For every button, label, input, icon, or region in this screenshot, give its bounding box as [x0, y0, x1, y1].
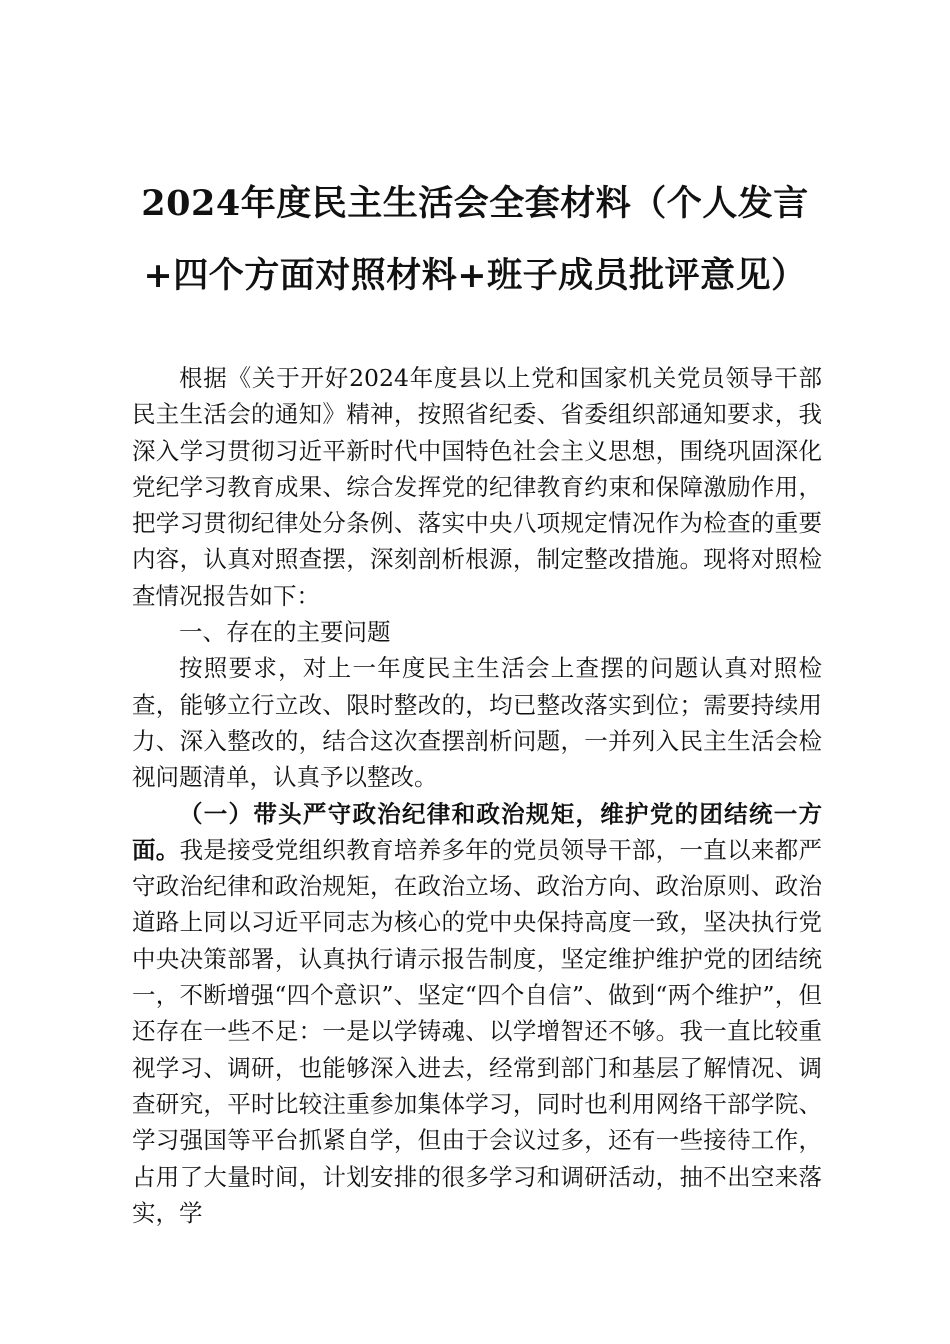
review-paragraph: 按照要求，对上一年度民主生活会上查摆的问题认真对照检查，能够立行立改、限时整改的，均已整改落实到位；需要持续用力、深入整改的，结合这次查摆剖析问题，一并列入民主生活会检视问题清单，认真予以整改。 [132, 654, 822, 792]
issue-paragraph [132, 796, 822, 1232]
intro-paragraph: 根据《关于开好2024年度县以上党和国家机关党员领导干部民主生活会的通知》精神，按照省纪委、省委组织部通知要求，我深入学习贯彻习近平新时代中国特色社会主义思想，围绕巩固深化党纪学习教育成果、综合发挥党的纪律教育约束和保障激励作用，把学习贯彻纪律处分条例、落实中央八项规定情况作为检查的重要内容，认真对照查摆，深刻剖析根源，制定整改措施。现将对照检查情况报告如下： [132, 364, 822, 610]
document-title: 2024年度民主生活会全套材料（个人发言+四个方面对照材料+班子成员批评意见） [141, 183, 809, 296]
sub-heading: （一）带头严守政治纪律和政治规矩，维护党的团结统一方面。 [132, 799, 822, 864]
section-heading: 一、存在的主要问题 [179, 618, 391, 647]
issue-text: 我是接受党组织教育培养多年的党员领导干部，一直以来都严守政治纪律和政治规矩，在政治立场、政治方向、政治原则、政治道路上同以习近平同志为核心的党中央保持高度一致，坚决执行党中央决策部署，认真执行请示报告制度，坚定维护维护党的团结统一，不断增强“四个意识”、坚定“四个自信”、做到“两个维护”，但还存在一些不足：一是以学铸魂、以学增智还不够。我一直比较重视学习、调研，也能够深入进去，经常到部门和基层了解情况、调查研究，平时比较注重参加集体学习，同时也利用网络干部学院、学习强国等平台抓紧自学，但由于会议过多，还有一些接待工作，占用了大量时间，计划安排的很多学习和调研活动，抽不出空来落实，学 [132, 835, 823, 1227]
document-body [132, 360, 822, 1231]
